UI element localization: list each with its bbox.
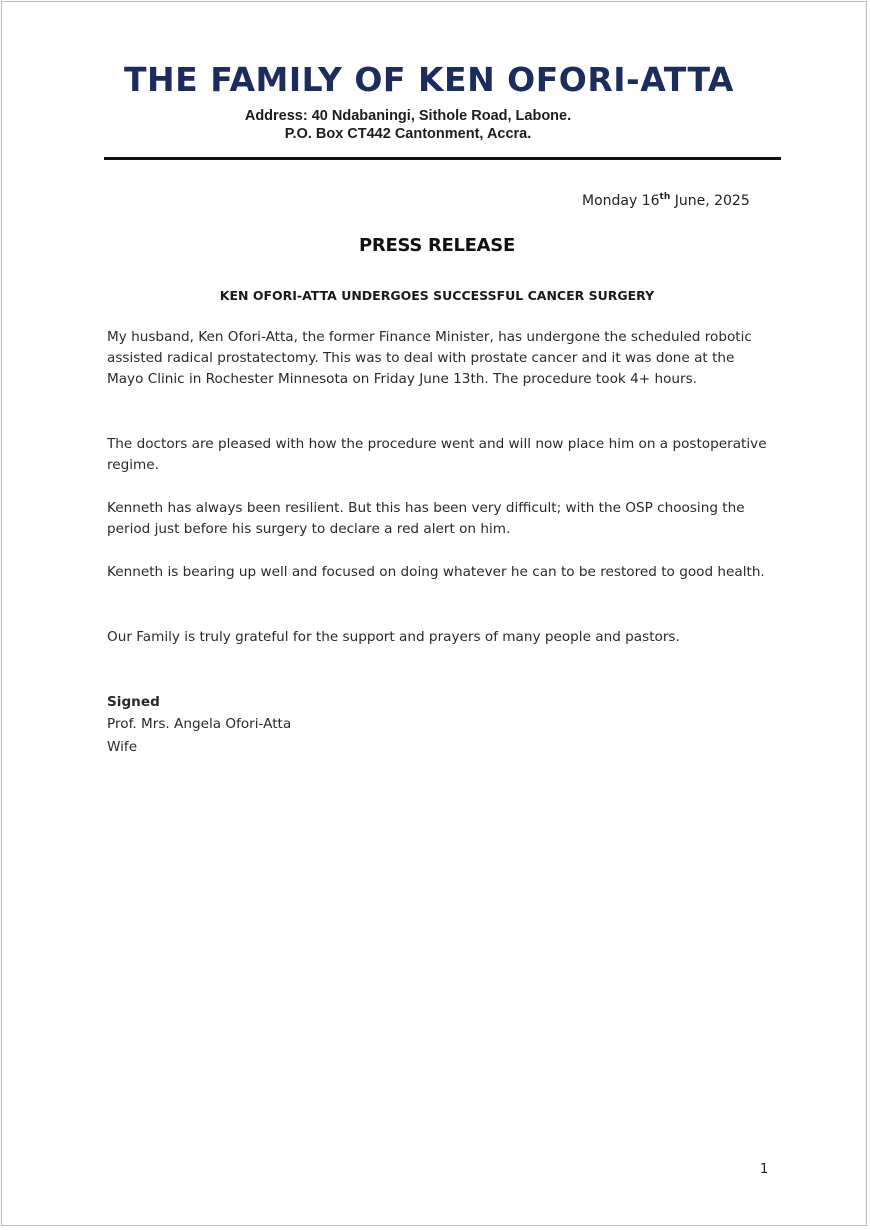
date-prefix: Monday 16: [582, 193, 660, 209]
body-paragraph-5: Our Family is truly grateful for the support and prayers of many people and pastors.: [107, 629, 680, 645]
date-ordinal: th: [659, 192, 671, 202]
signature-label: Signed: [107, 694, 160, 710]
document-title: PRESS RELEASE: [359, 235, 515, 256]
body-paragraph-3: Kenneth has always been resilient. But this has been very difficult; with the OSP choosing the period just before his surgery to declare a red alert on him.: [107, 500, 745, 537]
date-suffix: June, 2025: [670, 193, 750, 209]
letterhead-title: THE FAMILY OF KEN OFORI-ATTA: [124, 60, 734, 99]
page-number: 1: [760, 1162, 769, 1177]
address-line-2: P.O. Box CT442 Cantonment, Accra.: [284, 126, 532, 142]
body-paragraph-4: Kenneth is bearing up well and focused on doing whatever he can to be restored to good health.: [107, 564, 765, 580]
signatory-name: Prof. Mrs. Angela Ofori-Atta: [107, 716, 292, 732]
signatory-role: Wife: [107, 739, 138, 755]
document-page: [1, 1, 867, 1226]
letterhead-divider: [104, 157, 781, 160]
body-paragraph-1: My husband, Ken Ofori-Atta, the former Finance Minister, has undergone the scheduled robotic assisted radical prostatectomy. This was to deal with prostate cancer and it was done at the Mayo Clinic in Rochester Minnesota on Friday June 13th. The procedure took 4+ hours.: [107, 329, 752, 387]
body-paragraph-2: The doctors are pleased with how the procedure went and will now place him on a postoperative regime.: [107, 436, 767, 473]
document-subtitle: KEN OFORI-ATTA UNDERGOES SUCCESSFUL CANCER SURGERY: [219, 288, 655, 303]
address-line-1: Address: 40 Ndabaningi, Sithole Road, Labone.: [244, 108, 572, 124]
release-date: [582, 192, 750, 209]
